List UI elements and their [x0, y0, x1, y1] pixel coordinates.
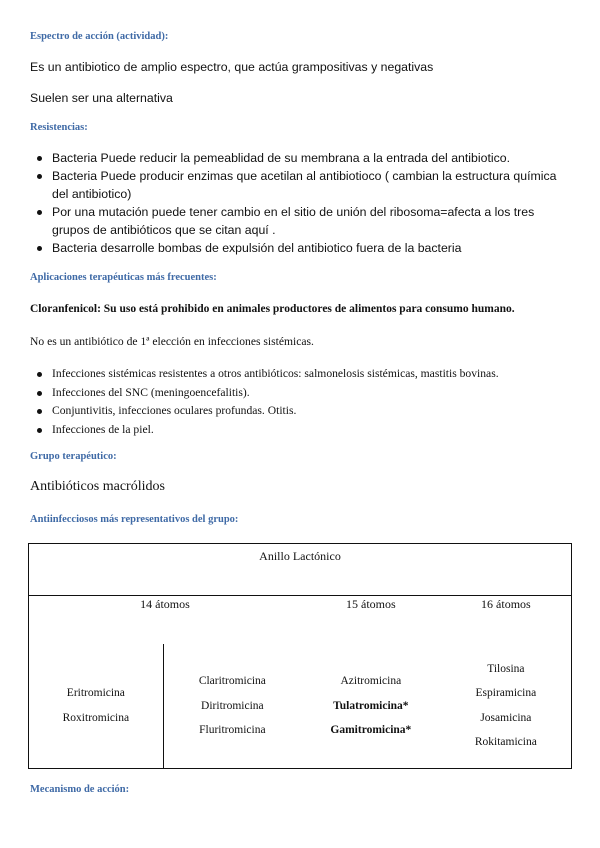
drug-claritromicina: Claritromicina — [198, 675, 266, 687]
table-cell-15 — [301, 644, 441, 769]
section-heading-grupo: Grupo terapéutico: — [30, 451, 117, 462]
list-item: Infecciones de la piel. — [52, 421, 572, 440]
table-cell-14b — [163, 644, 301, 769]
drug-roxitromicina: Roxitromicina — [62, 711, 130, 724]
header-16-atomos: 16 átomos — [441, 596, 572, 644]
drug-eritromicina: Eritromicina — [66, 687, 125, 700]
espectro-text-2: Suelen ser una alternativa — [30, 91, 173, 105]
drug-diritromicina: Diritromicina — [201, 699, 264, 712]
espectro-text-1: Es un antibiotico de amplio espectro, que actúa grampositivas y negativas — [30, 60, 434, 74]
list-item: Conjuntivitis, infecciones oculares profundas. Otitis. — [52, 402, 572, 421]
drug-tulatromicina: Tulatromicina* — [333, 699, 409, 712]
cloranfenicol-note: Cloranfenicol: Su uso está prohibido en animales productores de alimentos para consumo humano. — [30, 303, 515, 315]
list-item: Bacteria desarrolle bombas de expulsión del antibiotico fuera de la bacteria — [52, 239, 572, 257]
list-item: Por una mutación puede tener cambio en el sitio de unión del ribosoma=afecta a los tres grupos de antibióticos que se citan aquí . — [52, 203, 572, 239]
grupo-value: Antibióticos macrólidos — [30, 479, 165, 494]
table-row — [29, 596, 572, 644]
section-heading-antiinfecciosos: Antiinfecciosos más representativos del grupo: — [30, 514, 239, 525]
list-item: Bacteria Puede reducir la pemeablidad de su membrana a la entrada del antibiotico. — [52, 149, 572, 167]
list-item: Infecciones sistémicas resistentes a otros antibióticos: salmonelosis sistémicas, mastitis bovinas. — [52, 365, 572, 384]
section-heading-aplicaciones: Aplicaciones terapéuticas más frecuentes: — [30, 272, 217, 283]
primera-eleccion-note: No es un antibiótico de 1ª elección en infecciones sistémicas. — [30, 335, 314, 348]
resistencias-list — [52, 149, 572, 257]
aplicaciones-list — [52, 365, 572, 440]
drug-rokitamicina: Rokitamicina — [474, 736, 537, 749]
list-item: Infecciones del SNC (meningoencefalitis). — [52, 384, 572, 403]
macrolidos-table — [28, 543, 572, 769]
header-15-atomos: 15 átomos — [346, 597, 396, 611]
table-title: Anillo Lactónico — [29, 544, 572, 596]
drug-josamicina: Josamicina — [480, 711, 532, 724]
list-item: Bacteria Puede producir enzimas que acetilan al antibiotioco ( cambian la estructura química del antibiotico) — [52, 167, 572, 203]
drug-gamitromicina: Gamitromicina* — [330, 724, 412, 736]
drug-fluritromicina: Fluritromicina — [199, 724, 266, 736]
drug-azitromicina: Azitromicina — [340, 675, 402, 687]
drug-tilosina: Tilosina — [487, 662, 525, 675]
drug-espiramicina: Espiramicina — [475, 687, 537, 700]
table-row — [29, 644, 572, 769]
table-row — [29, 544, 572, 596]
table-cell-16 — [441, 644, 572, 769]
section-heading-resistencias: Resistencias: — [30, 122, 88, 133]
section-heading-espectro: Espectro de acción (actividad): — [30, 31, 169, 42]
header-14-atomos: 14 átomos — [29, 596, 301, 644]
section-heading-mecanismo: Mecanismo de acción: — [30, 784, 130, 795]
table-cell-14a — [29, 644, 164, 769]
